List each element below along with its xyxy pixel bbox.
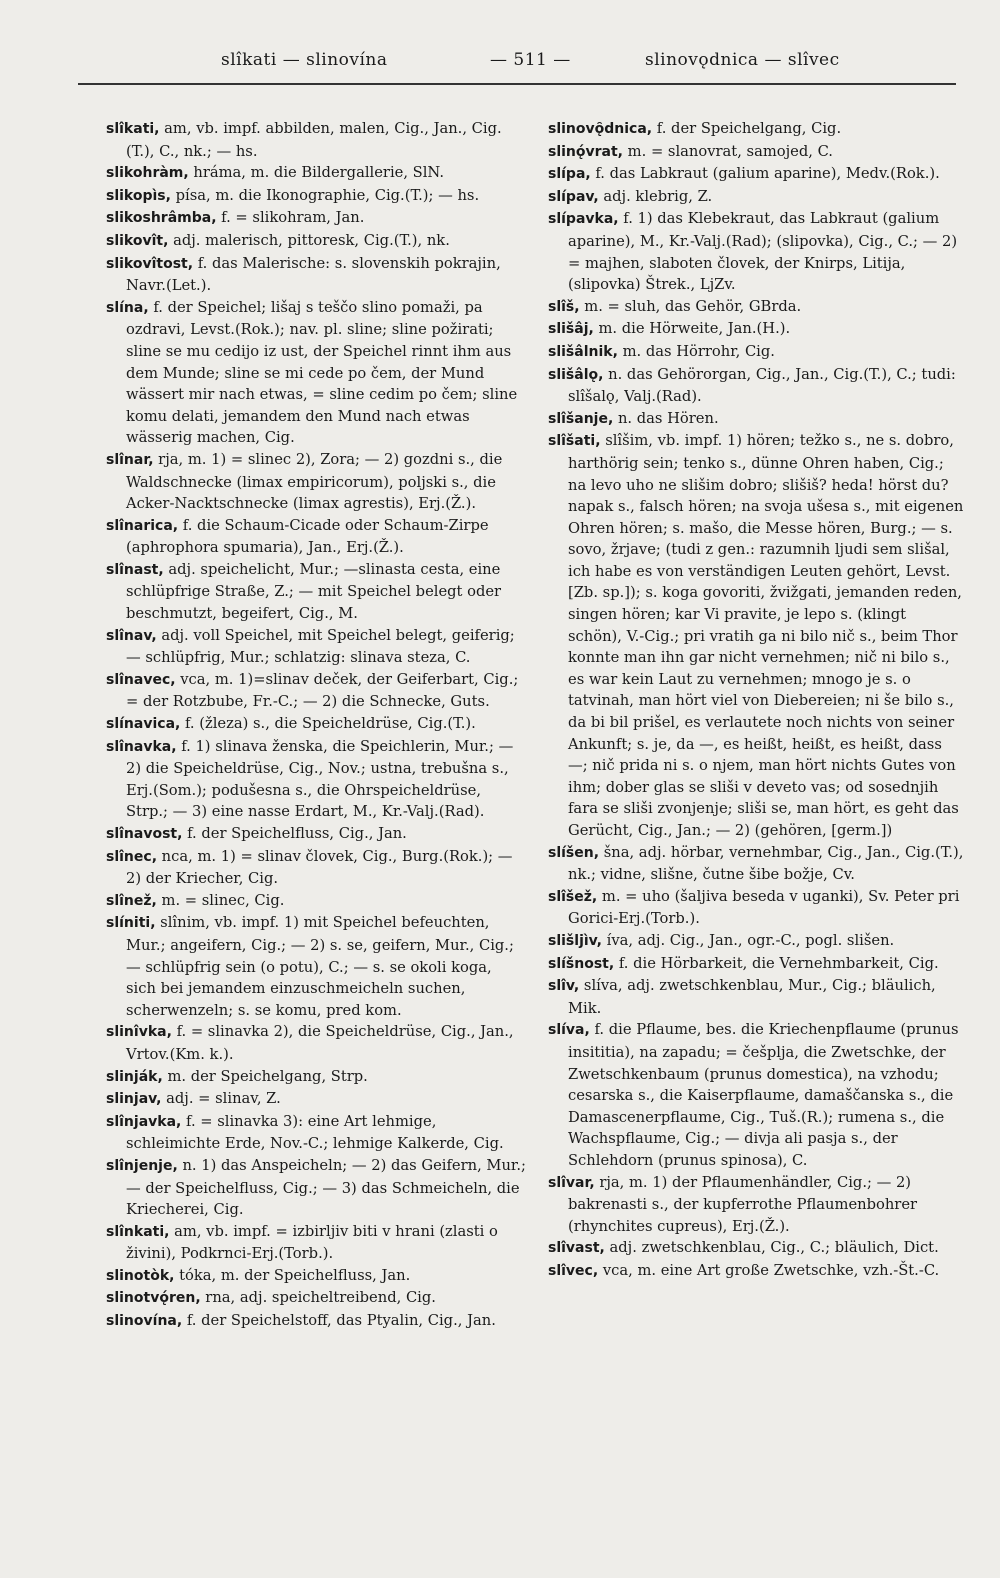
header-rule: [78, 83, 956, 85]
header-right-guide: slinovǫdnica — slîvec: [645, 50, 840, 70]
entry-definition: vca, m. eine Art große Zwetschke, vzh.-Št.-C.: [598, 1261, 940, 1279]
entry-definition: f. der Speichelfluss, Cig., Jan.: [182, 825, 407, 842]
entry-headword: slînast,: [106, 561, 164, 578]
dictionary-entry: [548, 886, 964, 930]
entry-definition: f. 1) slinava ženska, die Speichlerin, Mur.; — 2) die Speicheldrüse, Cig., Nov.; ustna, trebušna s., Erj.(Som.); podušesna s., die Ohrspeicheldrüse, Strp.; — 3) eine nasse Erdart, M., Kr.-Valj.(Rad).: [126, 737, 514, 821]
dictionary-entry: [106, 297, 526, 449]
entry-headword: slîšanje,: [548, 410, 614, 427]
dictionary-entry: [106, 1066, 526, 1089]
entry-definition: íva, adj. Cig., Jan., ogr.-C., pogl. slišen.: [601, 931, 895, 949]
entry-headword: slinják,: [106, 1068, 163, 1085]
entry-headword: slîvec,: [548, 1262, 599, 1279]
dictionary-entry: [548, 1172, 964, 1238]
dictionary-entry: [106, 823, 526, 846]
entry-headword: slînež,: [106, 892, 157, 909]
dictionary-entry: [548, 1019, 964, 1171]
entry-headword: slišljìv,: [548, 932, 602, 949]
entry-headword: slînjavka,: [106, 1113, 182, 1130]
entry-definition: f. das Malerische: s. slovenskih pokrajin, Navr.(Let.).: [126, 254, 501, 295]
dictionary-entry: [548, 1260, 964, 1283]
dictionary-entry: [548, 208, 964, 295]
entry-definition: rja, m. 1) der Pflaumenhändler, Cig.; — 2) bakrenasti s., der kupferrothe Pflaumenbohrer (rhynchites cupreus), Erj.(Ž.).: [568, 1173, 918, 1235]
entry-headword: slípavka,: [548, 211, 619, 228]
dictionary-entry: [106, 846, 526, 890]
entry-definition: slíva, adj. zwetschkenblau, Mur., Cig.; bläulich, Mik.: [568, 977, 936, 1017]
dictionary-entry: [106, 162, 526, 185]
entry-definition: písa, m. die Ikonographie, Cig.(T.); — hs.: [170, 186, 480, 204]
entry-definition: f. der Speichel; lišaj s teščo slino pomaži, pa ozdravi, Levst.(Rok.); nav. pl. sline; sline požirati; sline se mu cedijo iz ust, der Speichel rinnt ihm aus dem Munde; sline se mi cede po čem, der Mund wässert mir nach etwas, = sline cedim po čem; sline komu delati, jemandem den Mund nach etwas wässerig machen, Cig.: [126, 298, 518, 447]
entry-headword: slinjav,: [106, 1091, 162, 1108]
right-column: [548, 118, 964, 1282]
entry-definition: am, vb. impf. = izbirljiv biti v hrani (zlasti o živini), Podkrnci-Erj.(Torb.).: [126, 1222, 498, 1263]
entry-headword: slína,: [106, 299, 149, 316]
dictionary-entry: [106, 1265, 526, 1288]
dictionary-entry: [106, 625, 526, 669]
dictionary-entry: [548, 318, 964, 341]
entry-definition: m. = uho (šaljiva beseda v uganki), Sv. Peter pri Gorici-Erj.(Torb.).: [568, 887, 960, 928]
dictionary-entry: [548, 930, 964, 953]
dictionary-entry: [106, 1155, 526, 1221]
dictionary-entry: [548, 186, 964, 209]
entry-definition: hráma, m. die Bildergallerie, SlN.: [188, 164, 445, 182]
entry-definition: šna, adj. hörbar, vernehmbar, Cig., Jan., Cig.(T.), nk.; vidne, slišne, čutne šibe božje, Cv.: [568, 843, 964, 884]
entry-headword: slînavka,: [106, 738, 177, 755]
entry-headword: slišâj,: [548, 321, 594, 338]
entry-headword: slišâlnik,: [548, 343, 618, 360]
dictionary-entry: [106, 118, 526, 162]
entry-definition: vca, m. 1)=slinav deček, der Geiferbart, Cig.; = der Rotzbube, Fr.-C.; — 2) die Schnecke, Guts.: [126, 670, 519, 711]
entry-definition: adj. voll Speichel, mit Speichel belegt, geiferig; — schlüpfrig, Mur.; schlatzig: slinava steza, C.: [126, 626, 515, 667]
dictionary-entry: [548, 341, 964, 364]
entry-headword: slînav,: [106, 627, 157, 644]
dictionary-entry: [548, 430, 964, 841]
dictionary-entry: [106, 669, 526, 713]
entry-definition: n. das Gehörorgan, Cig., Jan., Cig.(T.), C.; tudi: slîšalǫ, Valj.(Rad).: [568, 365, 956, 406]
dictionary-entry: [106, 559, 526, 625]
entry-headword: slikoshrâmba,: [106, 210, 217, 227]
entry-definition: adj. speichelicht, Mur.; —slinasta cesta, eine schlüpfrige Straße, Z.; — mit Speichel belegt oder beschmutzt, begeifert, Cig., M.: [126, 560, 502, 623]
entry-definition: tóka, m. der Speichelfluss, Jan.: [174, 1266, 411, 1284]
entry-headword: slíšen,: [548, 844, 600, 861]
entry-definition: f. = slinavka 3): eine Art lehmige, schleimichte Erde, Nov.-C.; lehmige Kalkerde, Cig.: [126, 1112, 504, 1153]
entry-headword: slíniti,: [106, 915, 156, 932]
entry-definition: f. 1) das Klebekraut, das Labkraut (galium aparine), M., Kr.-Valj.(Rad); (slipovka), Cig., C.; — 2) = majhen, slaboten človek, der Knirps, Litija, (slipovka) Štrek., LjZv.: [568, 210, 958, 294]
dictionary-entry: [548, 408, 964, 431]
dictionary-entry: [548, 842, 964, 886]
dictionary-entry: [106, 1287, 526, 1310]
dictionary-entry: [106, 515, 526, 559]
running-head: [0, 50, 1000, 80]
entry-definition: rja, m. 1) = slinec 2), Zora; — 2) gozdni s., die Waldschnecke (limax empiricorum), poljski s., die Acker-Nacktschnecke (limax agrestis), Erj.(Ž.).: [126, 450, 503, 513]
dictionary-entry: [548, 296, 964, 319]
entry-headword: slînavost,: [106, 826, 183, 842]
entry-definition: f. der Speichelstoff, das Ptyalin, Cig., Jan.: [182, 1312, 496, 1330]
entry-headword: slikovîtost,: [106, 255, 194, 272]
dictionary-entry: [106, 449, 526, 515]
dictionary-entry: [548, 953, 964, 976]
dictionary-entry: [106, 1221, 526, 1265]
entry-headword: slîšež,: [548, 888, 598, 905]
dictionary-entry: [106, 253, 526, 297]
header-left-guide: slîkati — slinovína: [221, 50, 388, 70]
entry-headword: slikohràm,: [106, 165, 189, 182]
entry-headword: slinotvǫ́ren,: [106, 1290, 201, 1307]
entry-definition: n. 1) das Anspeicheln; — 2) das Geifern, Mur.; — der Speichelfluss, Cig.; — 3) das Schmeicheln, die Kriecherei, Cig.: [126, 1156, 526, 1219]
entry-headword: slînar,: [106, 451, 154, 468]
entry-headword: slîv,: [548, 978, 580, 995]
entry-definition: f. das Labkraut (galium aparine), Medv.(Rok.).: [590, 165, 940, 183]
entry-definition: adj. klebrig, Z.: [598, 187, 713, 205]
entry-definition: f. die Hörbarkeit, die Vernehmbarkeit, Cig.: [614, 954, 939, 972]
entry-headword: slikopìs,: [106, 187, 171, 204]
entry-definition: m. das Hörrohr, Cig.: [617, 342, 775, 360]
entry-headword: slíšnost,: [548, 955, 615, 972]
dictionary-entry: [548, 1237, 964, 1260]
entry-definition: adj. malerisch, pittoresk, Cig.(T.), nk.: [168, 231, 450, 249]
dictionary-entry: [548, 118, 964, 141]
page-number: — 511 —: [490, 50, 571, 70]
entry-definition: f. die Schaum-Cicade oder Schaum-Zirpe (aphrophora spumaria), Jan., Erj.(Ž.).: [126, 516, 489, 557]
dictionary-entry: [106, 1310, 526, 1333]
entry-headword: slínavica,: [106, 716, 181, 733]
dictionary-entry: [106, 207, 526, 230]
entry-headword: slînarica,: [106, 517, 179, 534]
dictionary-entry: [106, 230, 526, 253]
entry-definition: m. = slinec, Cig.: [156, 891, 285, 909]
dictionary-entry: [106, 713, 526, 736]
dictionary-entry: [106, 1088, 526, 1111]
entry-definition: am, vb. impf. abbilden, malen, Cig., Jan., Cig.(T.), C., nk.; — hs.: [126, 120, 502, 160]
dictionary-entry: [548, 163, 964, 186]
entry-headword: slinovína,: [106, 1313, 183, 1330]
entry-headword: slîkati,: [106, 121, 160, 137]
entry-headword: slišâlǫ,: [548, 366, 604, 383]
dictionary-entry: [106, 890, 526, 913]
entry-headword: slînavec,: [106, 671, 176, 688]
entry-headword: slinǫ́vrat,: [548, 143, 624, 160]
entry-definition: f. (žleza) s., die Speicheldrüse, Cig.(T.).: [180, 715, 476, 733]
entry-headword: slípav,: [548, 188, 599, 205]
entry-headword: slípa,: [548, 166, 591, 183]
entry-headword: slinîvka,: [106, 1024, 172, 1041]
entry-definition: nca, m. 1) = slinav človek, Cig., Burg.(Rok.); — 2) der Kriecher, Cig.: [126, 847, 513, 888]
entry-definition: m. = sluh, das Gehör, GBrda.: [579, 297, 802, 315]
dictionary-entry: [106, 1021, 526, 1065]
dictionary-entry: [548, 364, 964, 408]
entry-headword: slîvast,: [548, 1240, 605, 1257]
dictionary-entry: [548, 975, 964, 1019]
left-column: [106, 118, 526, 1333]
entry-definition: slîšim, vb. impf. 1) hören; težko s., ne s. dobro, harthörig sein; tenko s., dünne Ohren haben, Cig.; na levo uho ne slišim dobro; slišiš? heda! hörst du? napak s., falsch hören; na svoja ušesa s., mit eigenen Ohren hören; s. mašo, die Messe hören, Burg.; — s. sovo, žrjave; (tudi z gen.: razumnih ljudi sem slišal, ich habe es von verständigen Leuten gehört, Levst.[Zb. sp.]); s. koga govoriti, žvižgati, jemanden reden, singen hören; kar Vi pravite, je lepo s. (klingt schön), V.-Cig.; pri vratih ga ni bilo nič s., beim Thor konnte man ihn gar nicht vernehmen; nič ni bilo s., es war kein Laut zu vernehmen; mnogo je s. o tatvinah, man hört viel von Diebereien; ni še bilo s., da bi bil prišel, es verlautete noch nichts von seiner Ankunft; s. je, da —, es heißt, heißt, es heißt, dass —; nič prida ni s. o njem, man hört nichts Gutes von ihm; dober glas se sliši v deveto vas; od sosednjih fara se sliši zvonjenje; sliši se, man hört, es geht das Gerücht, Cig., Jan.; — 2) (gehören, [germ.]): [568, 432, 964, 839]
dictionary-entry: [106, 912, 526, 1021]
entry-definition: f. die Pflaume, bes. die Kriechenpflaume (prunus insititia), na zapadu; = češplja, die Zwetschke, der Zwetschkenbaum (prunus domestica), na vzhodu; cesarska s., die Kaiserpflaume, damaščanska s., die Damascenerpflaume, Cig., Tuš.(R.); rumena s., die Wachspflaume, Cig.; — divja ali pasja s., der Schlehdorn (prunus spinosa), C.: [568, 1021, 959, 1169]
entry-headword: slînjenje,: [106, 1157, 178, 1174]
entry-definition: m. der Speichelgang, Strp.: [162, 1067, 368, 1085]
dictionary-entry: [106, 1111, 526, 1155]
entry-headword: slikovît,: [106, 232, 169, 249]
entry-definition: m. die Hörweite, Jan.(H.).: [593, 320, 791, 338]
entry-definition: slînim, vb. impf. 1) mit Speichel befeuchten, Mur.; angeifern, Cig.; — 2) s. se, geifern, Mur., Cig.; — schlüpfrig sein (o potu), C.; — s. se okoli koga, sich bei jemandem einzuschmeicheln suchen, scherwenzeln; s. se komu, pred kom.: [126, 914, 514, 1019]
entry-definition: rna, adj. speicheltreibend, Cig.: [200, 1289, 436, 1307]
entry-definition: f. der Speichelgang, Cig.: [652, 120, 842, 137]
entry-definition: adj. = slinav, Z.: [161, 1090, 281, 1108]
entry-headword: slíva,: [548, 1022, 590, 1039]
entry-headword: slînec,: [106, 848, 158, 865]
dictionary-entry: [106, 185, 526, 208]
entry-headword: slinovǫ̑dnica,: [548, 121, 653, 137]
entry-definition: n. das Hören.: [613, 409, 719, 427]
entry-definition: f. = slinavka 2), die Speicheldrüse, Cig., Jan., Vrtov.(Km. k.).: [126, 1023, 514, 1063]
entry-definition: f. = slikohram, Jan.: [216, 209, 365, 227]
entry-definition: adj. zwetschkenblau, Cig., C.; bläulich, Dict.: [604, 1239, 939, 1257]
entry-headword: slîš,: [548, 298, 580, 315]
dictionary-entry: [106, 736, 526, 823]
entry-headword: slînkati,: [106, 1223, 170, 1240]
entry-headword: slinotòk,: [106, 1267, 175, 1284]
entry-definition: m. = slanovrat, samojed, C.: [623, 142, 833, 160]
entry-headword: slîšati,: [548, 433, 601, 450]
entry-headword: slîvar,: [548, 1174, 595, 1191]
dictionary-entry: [548, 141, 964, 164]
